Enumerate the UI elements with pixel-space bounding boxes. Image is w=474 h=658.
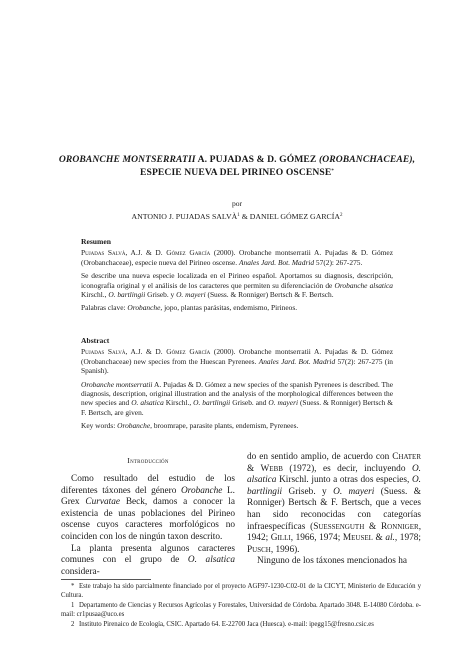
title-line-1	[40, 154, 434, 166]
resumen-citation-authors: Pujadas Salvà, A.J. & D. Gómez García	[81, 248, 211, 258]
author-2-affiliation-mark: 2	[339, 213, 343, 218]
right-paragraph-1: do en sentido amplio, de acuerdo con Chater & Webb (1972), es decir, incluyendo O. alsatica Kirschl. junto a otras dos especies, O. bartlingii Griseb. y O. mayeri (Suess. & Ronniger) Bertsch & F. Bertsch, que a veces han sido reconocidas con categorías infraespecíficas (Suessenguth & Ronniger, 1942; Gilli, 1966, 1974; Meusel & al., 1978; Pusch, 1996).	[247, 452, 422, 555]
resumen-section	[81, 237, 393, 317]
article-title	[40, 154, 434, 179]
footnote-divider	[61, 579, 151, 580]
resumen-citation: Pujadas Salvà, A.J. & D. Gómez García (2000). Orobanche montserratii A. Pujadas & D. Gómez (Orobanchaceae), especie nueva del Pirineo oscense. Anales Jard. Bot. Madrid 57(2): 267-275.	[81, 248, 393, 267]
body-column-right	[247, 452, 421, 568]
title-footnote-mark: *	[331, 169, 334, 174]
footnote-affiliation-2: 2 Instituto Pirenaico de Ecología, CSIC. Apartado 64. E-22700 Jaca (Huesca). e-mail: ipegg15@fresno.csic.es	[71, 621, 374, 629]
author-conjunction: &	[239, 212, 250, 221]
footnote-affiliation-1: 1 Departamento de Ciencias y Recursos Agrícolas y Forestales, Universidad de Córdoba. Apartado 3048. E-14080 Córdoba. e-mail: cr1pusaa@uco.es	[61, 602, 421, 618]
abstract-text: Orobanche montserratii A. Pujadas & D. Gómez a new species of the spanish Pyrenees is described. The diagnosis, description, original illustration and the analysis of the morphological differences between the new species and O. alsatica Kirschl., O. bartlingii Griseb. and O. mayeri (Suess. & Ronniger) Bertsch & F. Bertsch, are given.	[81, 379, 394, 417]
abstract-keywords: Key words: Orobanche, broomrape, parasite plants, endemism, Pyrenees.	[81, 421, 299, 431]
abstract-citation-authors: Pujadas Salvà, A.J. & D. Gómez García	[81, 347, 211, 357]
body-column-left	[61, 474, 235, 578]
author-1: ANTONIO J. PUJADAS SALVÀ	[131, 212, 238, 221]
title-authority: A. PUJADAS & D. GÓMEZ	[195, 154, 319, 165]
resumen-journal: Anales Jard. Bot. Madrid	[239, 257, 315, 267]
footnotes	[61, 583, 421, 632]
right-paragraph-2: Ninguno de los táxones mencionados ha	[257, 556, 408, 567]
author-2: DANIEL GÓMEZ GARCÍA	[249, 212, 340, 221]
footnote-funding: * Este trabajo ha sido parcialmente financiado por el proyecto AGF97-1230-C02-01 de la CICYT, Ministerio de Educación y Cultura.	[61, 583, 421, 599]
title-species: OROBANCHE MONTSERRATII	[58, 154, 196, 165]
title-subtitle: ESPECIE NUEVA DEL PIRINEO OSCENSE	[140, 167, 332, 178]
abstract-journal: Anales Jard. Bot. Madrid	[258, 356, 336, 366]
section-heading-introduccion: Introducción	[127, 456, 169, 465]
intro-paragraph-1: Como resultado del estudio de los diferentes táxones del género Orobanche L. Grex Curvatae Beck, damos a conocer la existencia de unas poblaciones del Pirineo oscense cuyos caracteres morfológicos no coinciden con los de ningún taxon descrito.	[61, 474, 236, 542]
title-family: (OROBANCHACEAE),	[318, 154, 416, 165]
resumen-heading: Resumen	[81, 237, 111, 246]
title-line-2	[40, 166, 434, 179]
resumen-text: Se describe una nueva especie localizada en el Pirineo español. Aportamos su diagnosis, descripción, iconografía original y el análisis de los caracteres que permiten su diferenciación de Orobanche alsatica Kirschl., O. bartlingii Griseb. y O. mayeri (Suess. & Ronniger) Bertsch & F. Bertsch.	[81, 271, 393, 300]
author-list	[0, 212, 474, 221]
abstract-section	[81, 336, 393, 435]
intro-paragraph-2: La planta presenta algunos caracteres comunes con el grupo de O. alsatica considera-	[61, 543, 235, 577]
abstract-heading: Abstract	[81, 336, 110, 345]
byline-por: por	[231, 199, 243, 208]
abstract-citation: Pujadas Salvà, A.J. & D. Gómez García (2000). Orobanche montserratii A. Pujadas & D. Gómez (Orobanchaceae) new species from the Huescan Pyrenees. Anales Jard. Bot. Madrid 57(2): 267-275 (in Spanish).	[81, 347, 394, 376]
author-1-affiliation-mark: 1	[237, 213, 240, 218]
resumen-keywords: Palabras clave: Orobanche, jopo, plantas parásitas, endemismo, Pirineos.	[81, 303, 298, 313]
